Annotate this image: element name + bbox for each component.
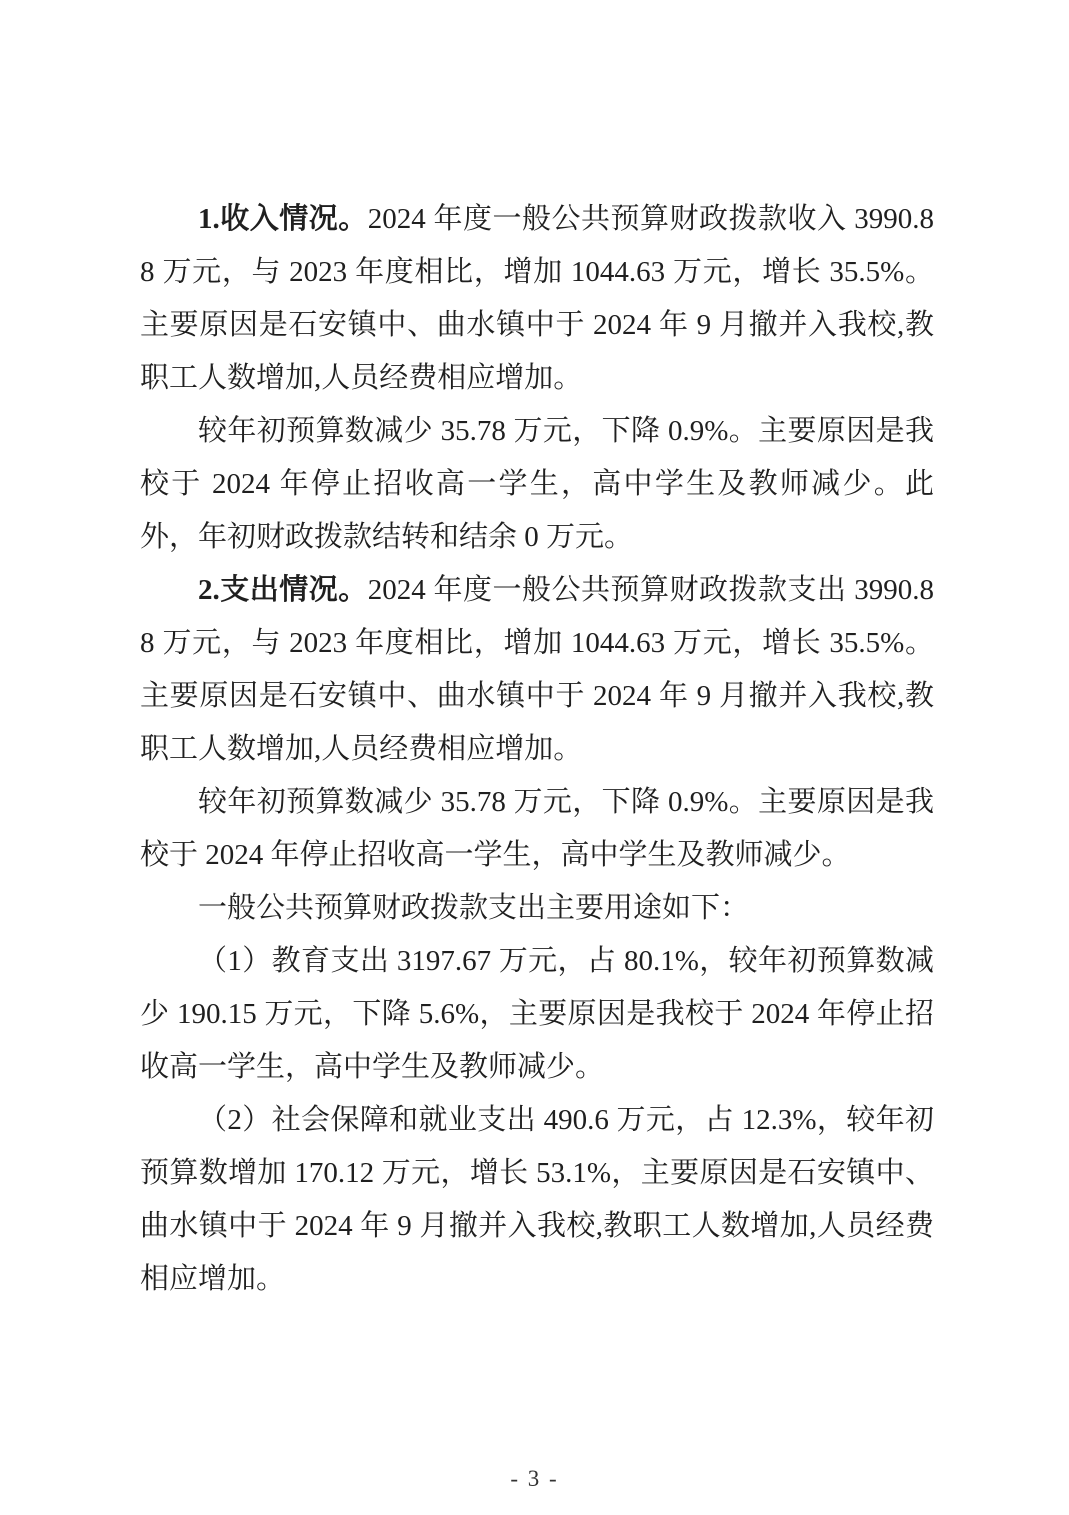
paragraph-text: 较年初预算数减少 35.78 万元，下降 0.9%。主要原因是我校于 2024 年停止招收高一学生，高中学生及教师减少。此外，年初财政拨款结转和结余 0 万元。 [140, 415, 934, 553]
paragraph-text: 2024 年度一般公共预算财政拨款收入 3990.88 万元，与 2023 年度相比，增加 1044.63 万元，增长 35.5%。主要原因是石安镇中、曲水镇中于 2024 年 9 月撤并入我校,教职工人数增加,人员经费相应增加。 [140, 203, 934, 394]
paragraph-education-spending [140, 935, 934, 1094]
document-body [140, 193, 934, 1306]
paragraph-text: （1）教育支出 3197.67 万元，占 80.1%，较年初预算数减少 190.15 万元，下降 5.6%，主要原因是我校于 2024 年停止招收高一学生，高中学生及教师减少。 [140, 945, 934, 1083]
paragraph-text: 2024 年度一般公共预算财政拨款支出 3990.88 万元，与 2023 年度相比，增加 1044.63 万元，增长 35.5%。主要原因是石安镇中、曲水镇中于 2024 年 9 月撤并入我校,教职工人数增加,人员经费相应增加。 [140, 574, 934, 765]
paragraph-income-vs-budget [140, 405, 934, 564]
paragraph-income-overview [140, 193, 934, 405]
section-lead-expenditure: 2.支出情况。 [198, 574, 368, 606]
paragraph-text: 较年初预算数减少 35.78 万元，下降 0.9%。主要原因是我校于 2024 年停止招收高一学生，高中学生及教师减少。 [140, 786, 934, 871]
paragraph-social-security-spending [140, 1094, 934, 1306]
paragraph-expenditure-vs-budget [140, 776, 934, 882]
page-number: - 3 - [510, 1466, 559, 1491]
paragraph-usage-intro [140, 882, 934, 935]
paragraph-text: 一般公共预算财政拨款支出主要用途如下： [198, 892, 750, 924]
page-footer [0, 1465, 1069, 1493]
section-lead-income: 1.收入情况。 [198, 203, 368, 235]
paragraph-text: （2）社会保障和就业支出 490.6 万元，占 12.3%，较年初预算数增加 170.12 万元，增长 53.1%，主要原因是石安镇中、曲水镇中于 2024 年 9 月撤并入我校,教职工人数增加,人员经费相应增加。 [140, 1104, 934, 1295]
paragraph-expenditure-overview [140, 564, 934, 776]
